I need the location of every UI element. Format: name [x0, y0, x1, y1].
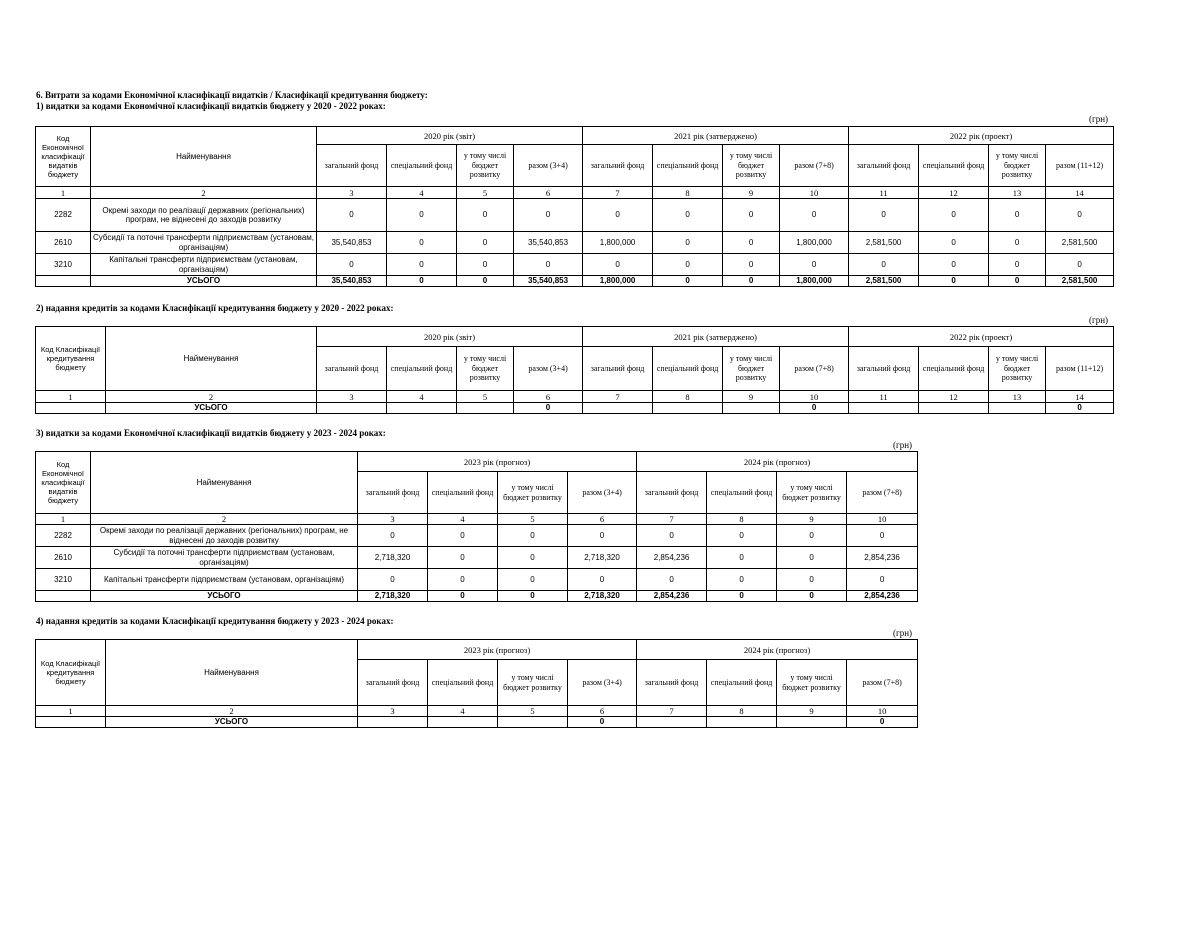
column-number: 7 [637, 706, 707, 717]
table-row [36, 525, 918, 547]
header-code: Код Класифікації кредитування бюджету [36, 327, 106, 391]
cell-value: 0 [428, 547, 498, 569]
header-special-fund: спеціальний фонд [387, 145, 457, 187]
column-number: 14 [1046, 187, 1114, 199]
total-value: 2,581,500 [849, 276, 919, 287]
cell-value: 0 [847, 569, 918, 591]
header-general-fund: загальний фонд [358, 660, 428, 706]
total-value: 0 [1046, 403, 1114, 414]
cell-value: 0 [387, 254, 457, 276]
column-number: 2 [91, 514, 358, 525]
total-row [36, 591, 918, 602]
total-value [358, 717, 428, 728]
header-special-fund: спеціальний фонд [428, 660, 498, 706]
column-number-row [36, 391, 1114, 403]
column-number: 5 [457, 391, 514, 403]
cell-value: 0 [989, 199, 1046, 232]
total-value: 0 [777, 591, 847, 602]
column-number: 11 [849, 391, 919, 403]
cell-value: 0 [849, 199, 919, 232]
row-name: Субсидії та поточні трансферти підприємствам (установам, організаціям) [91, 232, 317, 254]
total-value [387, 403, 457, 414]
header-name: Найменування [106, 327, 317, 391]
header-code: Код Економічної класифікації видатків бюджету [36, 452, 91, 514]
row-name: Капітальні трансферти підприємствам (установам, організаціям) [91, 254, 317, 276]
total-value [583, 403, 653, 414]
column-number: 1 [36, 514, 91, 525]
cell-value: 2,854,236 [847, 547, 918, 569]
column-number: 4 [428, 514, 498, 525]
row-code: 3210 [36, 254, 91, 276]
header-general-fund: загальний фонд [358, 472, 428, 514]
column-number: 1 [36, 187, 91, 199]
total-value: 0 [707, 591, 777, 602]
cell-value: 0 [653, 254, 723, 276]
column-number: 10 [847, 706, 918, 717]
total-value [849, 403, 919, 414]
header-sum: разом (3+4) [568, 660, 637, 706]
table-row [36, 199, 1114, 232]
header-general-fund: загальний фонд [583, 145, 653, 187]
header-sum: разом (11+12) [1046, 347, 1114, 391]
row-name: Окремі заходи по реалізації державних (регіональних) програм, не віднесені до заходів розвитку [91, 199, 317, 232]
total-value [653, 403, 723, 414]
header-dev-budget: у тому числі бюджет розвитку [777, 660, 847, 706]
cell-value: 0 [919, 199, 989, 232]
cell-value: 0 [777, 569, 847, 591]
subtitle-2: 2) надання кредитів за кодами Класифікації кредитування бюджету у 2020 - 2022 роках: [36, 303, 394, 313]
header-special-fund: спеціальний фонд [707, 660, 777, 706]
row-code: 2282 [36, 199, 91, 232]
header-special-fund: спеціальний фонд [428, 472, 498, 514]
column-number: 5 [498, 514, 568, 525]
column-number-row [36, 706, 918, 717]
total-value: 2,718,320 [568, 591, 637, 602]
column-number: 10 [847, 514, 918, 525]
cell-value: 0 [568, 569, 637, 591]
table-row [36, 547, 918, 569]
cell-value: 0 [653, 232, 723, 254]
header-code: Код Економічної класифікації видатків бюджету [36, 127, 91, 187]
header-dev-budget: у тому числі бюджет розвитку [777, 472, 847, 514]
column-number: 6 [568, 514, 637, 525]
cell-value: 0 [637, 569, 707, 591]
row-code: 2282 [36, 525, 91, 547]
cell-value: 0 [777, 547, 847, 569]
cell-value: 0 [317, 199, 387, 232]
column-number: 9 [723, 391, 780, 403]
cell-value: 1,800,000 [583, 232, 653, 254]
cell-value: 2,581,500 [1046, 232, 1114, 254]
cell-value: 1,800,000 [780, 232, 849, 254]
cell-value: 2,854,236 [637, 547, 707, 569]
header-dev-budget: у тому числі бюджет розвитку [457, 145, 514, 187]
total-value: 1,800,000 [583, 276, 653, 287]
header-year: 2021 рік (затверджено) [583, 327, 849, 347]
header-dev-budget: у тому числі бюджет розвитку [989, 145, 1046, 187]
total-label: УСЬОГО [106, 717, 358, 728]
total-row [36, 403, 1114, 414]
subtitle-1: 1) видатки за кодами Економічної класифікації видатків бюджету у 2020 - 2022 роках: [36, 101, 386, 111]
column-number: 3 [358, 706, 428, 717]
total-value: 2,854,236 [637, 591, 707, 602]
total-value: 1,800,000 [780, 276, 849, 287]
cell-value: 2,718,320 [358, 547, 428, 569]
column-number: 6 [568, 706, 637, 717]
table-row [36, 569, 918, 591]
total-value: 35,540,853 [514, 276, 583, 287]
cell-value: 0 [849, 254, 919, 276]
column-number: 7 [583, 391, 653, 403]
total-label: УСЬОГО [91, 591, 358, 602]
header-dev-budget: у тому числі бюджет розвитку [723, 347, 780, 391]
header-general-fund: загальний фонд [849, 347, 919, 391]
header-year: 2022 рік (проект) [849, 327, 1114, 347]
total-value: 0 [428, 591, 498, 602]
row-code: 3210 [36, 569, 91, 591]
cell-value: 0 [989, 254, 1046, 276]
cell-value: 0 [428, 569, 498, 591]
total-value: 2,854,236 [847, 591, 918, 602]
total-value [457, 403, 514, 414]
column-number: 9 [723, 187, 780, 199]
unit-label-2: (грн) [1089, 315, 1109, 325]
header-special-fund: спеціальний фонд [387, 347, 457, 391]
column-number: 11 [849, 187, 919, 199]
column-number: 6 [514, 391, 583, 403]
column-number: 4 [387, 187, 457, 199]
column-number-row [36, 187, 1114, 199]
header-year: 2021 рік (затверджено) [583, 127, 849, 145]
header-general-fund: загальний фонд [637, 660, 707, 706]
column-number: 5 [498, 706, 568, 717]
column-number: 2 [106, 706, 358, 717]
cell-value: 0 [498, 547, 568, 569]
header-dev-budget: у тому числі бюджет розвитку [457, 347, 514, 391]
column-number: 8 [653, 187, 723, 199]
total-value: 0 [723, 276, 780, 287]
column-number: 1 [36, 706, 106, 717]
header-year: 2023 рік (прогноз) [358, 640, 637, 660]
header-general-fund: загальний фонд [317, 347, 387, 391]
cell-value: 0 [498, 525, 568, 547]
column-number: 3 [317, 187, 387, 199]
header-sum: разом (7+8) [847, 472, 918, 514]
header-name: Найменування [91, 452, 358, 514]
column-number: 13 [989, 187, 1046, 199]
unit-label-1: (грн) [1089, 114, 1109, 124]
cell-value: 2,581,500 [849, 232, 919, 254]
header-sum: разом (7+8) [780, 145, 849, 187]
cell-value: 35,540,853 [317, 232, 387, 254]
cell-value: 0 [387, 232, 457, 254]
cell-value: 0 [583, 254, 653, 276]
cell-value: 0 [1046, 199, 1114, 232]
cell-value: 0 [498, 569, 568, 591]
cell-value: 35,540,853 [514, 232, 583, 254]
column-number: 6 [514, 187, 583, 199]
header-sum: разом (11+12) [1046, 145, 1114, 187]
column-number: 8 [653, 391, 723, 403]
table-expenses-2023-2024 [35, 451, 918, 602]
header-name: Найменування [106, 640, 358, 706]
cell-value: 0 [387, 199, 457, 232]
table-row [36, 254, 1114, 276]
cell-value: 0 [1046, 254, 1114, 276]
column-number: 7 [583, 187, 653, 199]
total-value [428, 717, 498, 728]
cell-value: 0 [723, 254, 780, 276]
header-sum: разом (3+4) [514, 347, 583, 391]
cell-value: 0 [358, 525, 428, 547]
cell-value: 0 [723, 232, 780, 254]
total-value: 0 [989, 276, 1046, 287]
header-general-fund: загальний фонд [317, 145, 387, 187]
cell-value: 0 [847, 525, 918, 547]
header-dev-budget: у тому числі бюджет розвитку [989, 347, 1046, 391]
cell-value: 0 [514, 199, 583, 232]
column-number: 7 [637, 514, 707, 525]
cell-value: 0 [317, 254, 387, 276]
header-dev-budget: у тому числі бюджет розвитку [723, 145, 780, 187]
total-value: 0 [514, 403, 583, 414]
cell-value: 0 [514, 254, 583, 276]
header-special-fund: спеціальний фонд [653, 145, 723, 187]
column-number: 8 [707, 706, 777, 717]
header-year: 2023 рік (прогноз) [358, 452, 637, 472]
total-value [498, 717, 568, 728]
column-number: 2 [106, 391, 317, 403]
cell-value: 0 [780, 199, 849, 232]
total-value: 0 [387, 276, 457, 287]
column-number: 1 [36, 391, 106, 403]
column-number: 9 [777, 514, 847, 525]
column-number: 3 [317, 391, 387, 403]
total-value: 0 [847, 717, 918, 728]
column-number: 13 [989, 391, 1046, 403]
total-value [777, 717, 847, 728]
header-year: 2024 рік (прогноз) [637, 452, 918, 472]
header-general-fund: загальний фонд [849, 145, 919, 187]
total-value: 0 [653, 276, 723, 287]
total-value: 0 [780, 403, 849, 414]
cell-value: 0 [428, 525, 498, 547]
column-number: 10 [780, 187, 849, 199]
total-label: УСЬОГО [106, 403, 317, 414]
cell-value: 0 [989, 232, 1046, 254]
total-value: 0 [919, 276, 989, 287]
total-value [989, 403, 1046, 414]
header-dev-budget: у тому числі бюджет розвитку [498, 472, 568, 514]
cell-value: 0 [707, 547, 777, 569]
cell-value: 0 [777, 525, 847, 547]
header-special-fund: спеціальний фонд [707, 472, 777, 514]
header-sum: разом (7+8) [847, 660, 918, 706]
section-title: 6. Витрати за кодами Економічної класифікації видатків / Класифікації кредитування бюджету: [36, 90, 428, 100]
header-year: 2020 рік (звіт) [317, 127, 583, 145]
column-number: 9 [777, 706, 847, 717]
header-general-fund: загальний фонд [637, 472, 707, 514]
table-credits-2020-2022 [35, 326, 1114, 414]
cell-value: 0 [583, 199, 653, 232]
total-value: 0 [568, 717, 637, 728]
cell-value: 0 [919, 254, 989, 276]
row-name: Капітальні трансферти підприємствам (установам, організаціям) [91, 569, 358, 591]
header-name: Найменування [91, 127, 317, 187]
header-dev-budget: у тому числі бюджет розвитку [498, 660, 568, 706]
column-number: 4 [428, 706, 498, 717]
row-code: 2610 [36, 232, 91, 254]
column-number: 5 [457, 187, 514, 199]
cell-value: 0 [637, 525, 707, 547]
cell-value: 0 [780, 254, 849, 276]
table-expenses-2020-2022 [35, 126, 1114, 287]
total-value [723, 403, 780, 414]
column-number: 8 [707, 514, 777, 525]
header-special-fund: спеціальний фонд [919, 145, 989, 187]
total-value: 2,718,320 [358, 591, 428, 602]
header-special-fund: спеціальний фонд [919, 347, 989, 391]
column-number: 12 [919, 391, 989, 403]
column-number: 4 [387, 391, 457, 403]
header-sum: разом (3+4) [568, 472, 637, 514]
column-number: 10 [780, 391, 849, 403]
header-year: 2022 рік (проект) [849, 127, 1114, 145]
header-general-fund: загальний фонд [583, 347, 653, 391]
cell-value: 2,718,320 [568, 547, 637, 569]
total-value: 2,581,500 [1046, 276, 1114, 287]
table-row [36, 232, 1114, 254]
cell-value: 0 [457, 254, 514, 276]
subtitle-3: 3) видатки за кодами Економічної класифікації видатків бюджету у 2023 - 2024 роках: [36, 428, 386, 438]
total-value [919, 403, 989, 414]
header-sum: разом (7+8) [780, 347, 849, 391]
cell-value: 0 [653, 199, 723, 232]
row-name: Субсидії та поточні трансферти підприємствам (установам, організаціям) [91, 547, 358, 569]
header-code: Код Класифікації кредитування бюджету [36, 640, 106, 706]
cell-value: 0 [457, 199, 514, 232]
subtitle-4: 4) надання кредитів за кодами Класифікації кредитування бюджету у 2023 - 2024 роках: [36, 616, 394, 626]
cell-value: 0 [358, 569, 428, 591]
total-label: УСЬОГО [91, 276, 317, 287]
total-value: 0 [457, 276, 514, 287]
column-number: 14 [1046, 391, 1114, 403]
column-number: 2 [91, 187, 317, 199]
total-value [637, 717, 707, 728]
cell-value: 0 [707, 525, 777, 547]
total-value [317, 403, 387, 414]
cell-value: 0 [568, 525, 637, 547]
unit-label-4: (грн) [893, 628, 913, 638]
header-special-fund: спеціальний фонд [653, 347, 723, 391]
unit-label-3: (грн) [893, 440, 913, 450]
cell-value: 0 [723, 199, 780, 232]
header-year: 2020 рік (звіт) [317, 327, 583, 347]
total-row [36, 717, 918, 728]
column-number-row [36, 514, 918, 525]
row-code: 2610 [36, 547, 91, 569]
header-year: 2024 рік (прогноз) [637, 640, 918, 660]
header-sum: разом (3+4) [514, 145, 583, 187]
column-number: 3 [358, 514, 428, 525]
table-credits-2023-2024 [35, 639, 918, 728]
total-value [707, 717, 777, 728]
row-name: Окремі заходи по реалізації державних (регіональних) програм, не віднесені до заходів розвитку [91, 525, 358, 547]
column-number: 12 [919, 187, 989, 199]
cell-value: 0 [707, 569, 777, 591]
total-row [36, 276, 1114, 287]
cell-value: 0 [919, 232, 989, 254]
total-value: 35,540,853 [317, 276, 387, 287]
total-value: 0 [498, 591, 568, 602]
cell-value: 0 [457, 232, 514, 254]
